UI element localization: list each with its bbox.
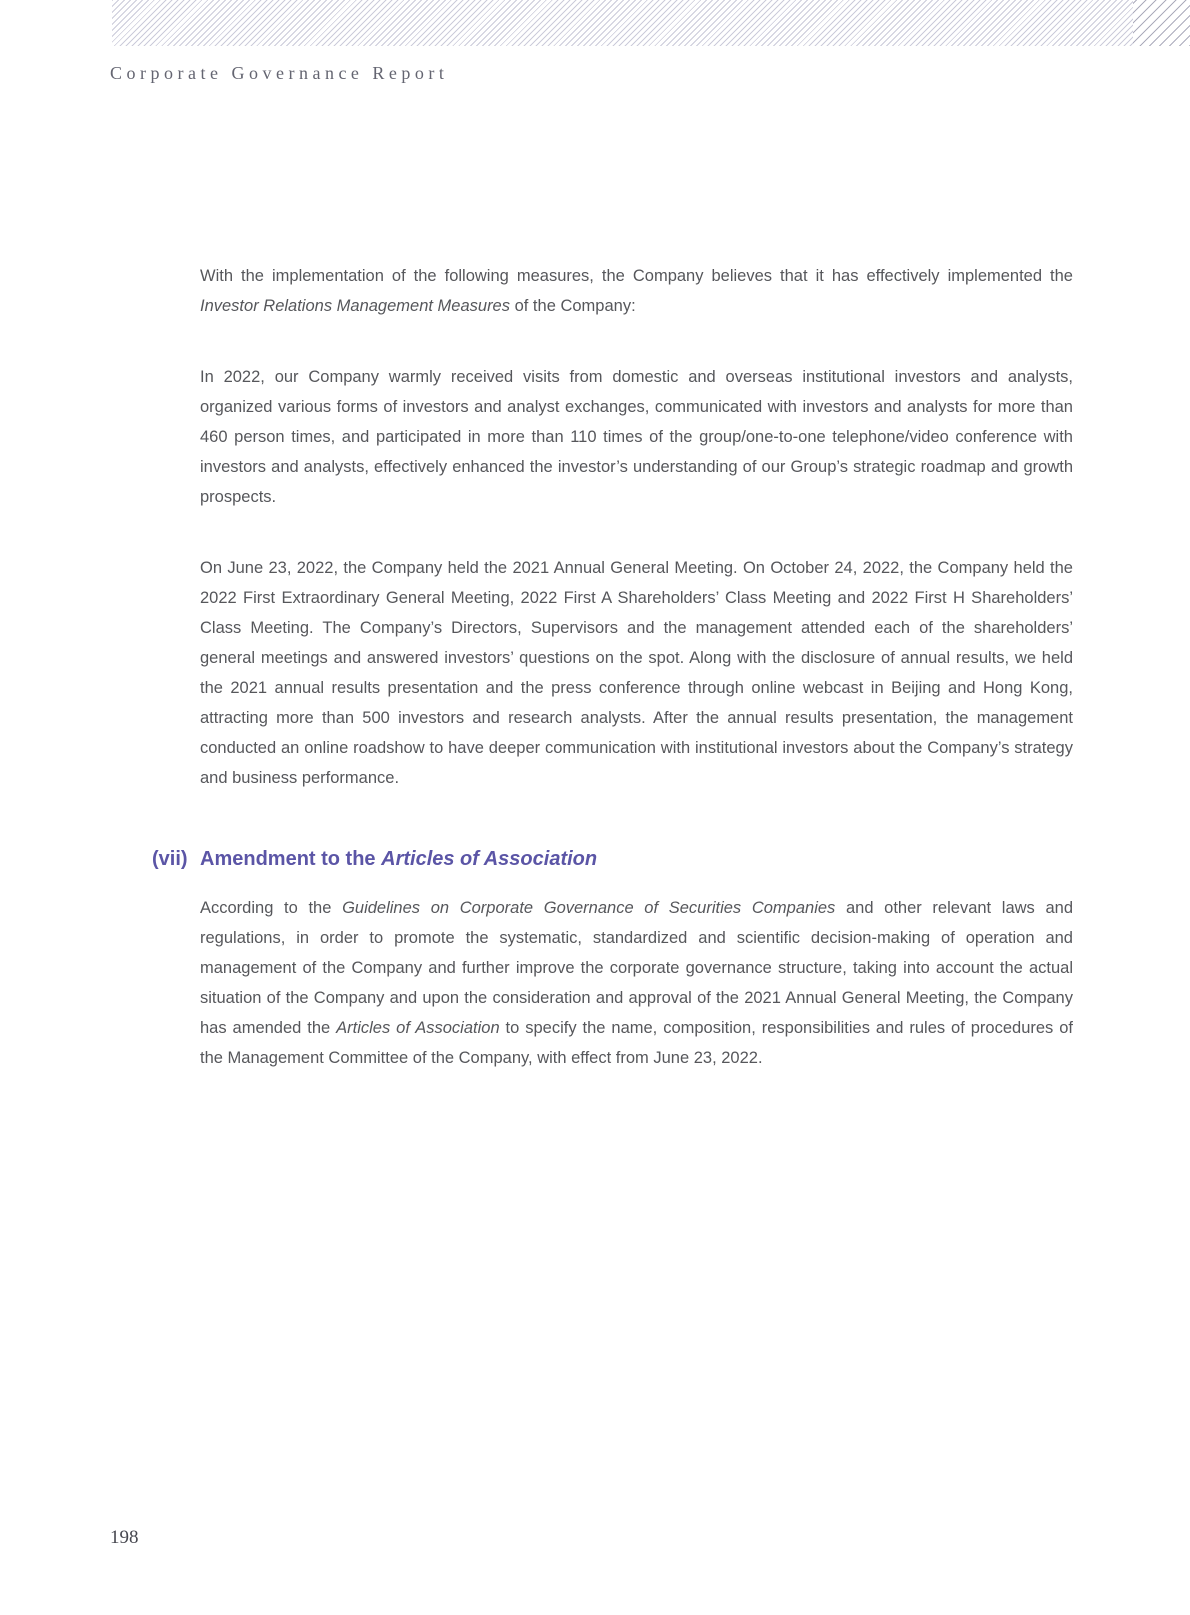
content-block — [200, 261, 1073, 793]
page-number: 198 — [110, 1527, 139, 1548]
hatch-banner-right-pattern — [1133, 0, 1190, 46]
paragraph-general-meetings: On June 23, 2022, the Company held the 2021 Annual General Meeting. On October 24, 2022, the Company held the 2022 First Extraordinary General Meeting, 2022 First A Shareholders’ Class Meeting and 2022 First H Shareholders’ Class Meeting. The Company’s Directors, Supervisors and the management attended each of the shareholders’ general meetings and answered investors’ questions on the spot. Along with the disclosure of annual results, we held the 2021 annual results presentation and the press conference through online webcast in Beijing and Hong Kong, attracting more than 500 investors and research analysts. After the annual results presentation, the management conducted an online roadshow to have deeper communication with institutional investors about the Company’s strategy and business performance. — [200, 559, 1073, 787]
report-title: Corporate Governance Report — [110, 63, 449, 83]
section-heading-italic-title: Articles of Association — [381, 848, 598, 870]
section-heading-vii — [152, 845, 1073, 873]
section-heading-plain-text: Amendment to the — [200, 848, 382, 870]
paragraph-articles-amendment: According to the Guidelines on Corporate Governance of Securities Companies and other relevant laws and regulations, in order to promote the systematic, standardized and scientific decision-making of operation and management of the Company and further improve the corporate governance structure, taking into account the actual situation of the Company and upon the consideration and approval of the 2021 Annual General Meeting, the Company has amended the Articles of Association to specify the name, composition, responsibilities and rules of procedures of the Management Committee of the Company, with effect from June 23, 2022. — [200, 899, 1073, 1067]
section-heading-marker: (vii) — [152, 848, 188, 870]
paragraph-investor-relations-measures: With the implementation of the following measures, the Company believes that it has effectively implemented the Investor Relations Management Measures of the Company: — [200, 267, 1073, 315]
paragraph-investor-visits-2022: In 2022, our Company warmly received visits from domestic and overseas institutional investors and analysts, organized various forms of investors and analyst exchanges, communicated with investors and analysts for more than 460 person times, and participated in more than 110 times of the group/one-to-one telephone/video conference with investors and analysts, effectively enhanced the investor’s understanding of our Group’s strategic roadmap and growth prospects. — [200, 368, 1073, 506]
hatch-banner — [112, 0, 1190, 46]
section-heading-text — [200, 845, 597, 873]
